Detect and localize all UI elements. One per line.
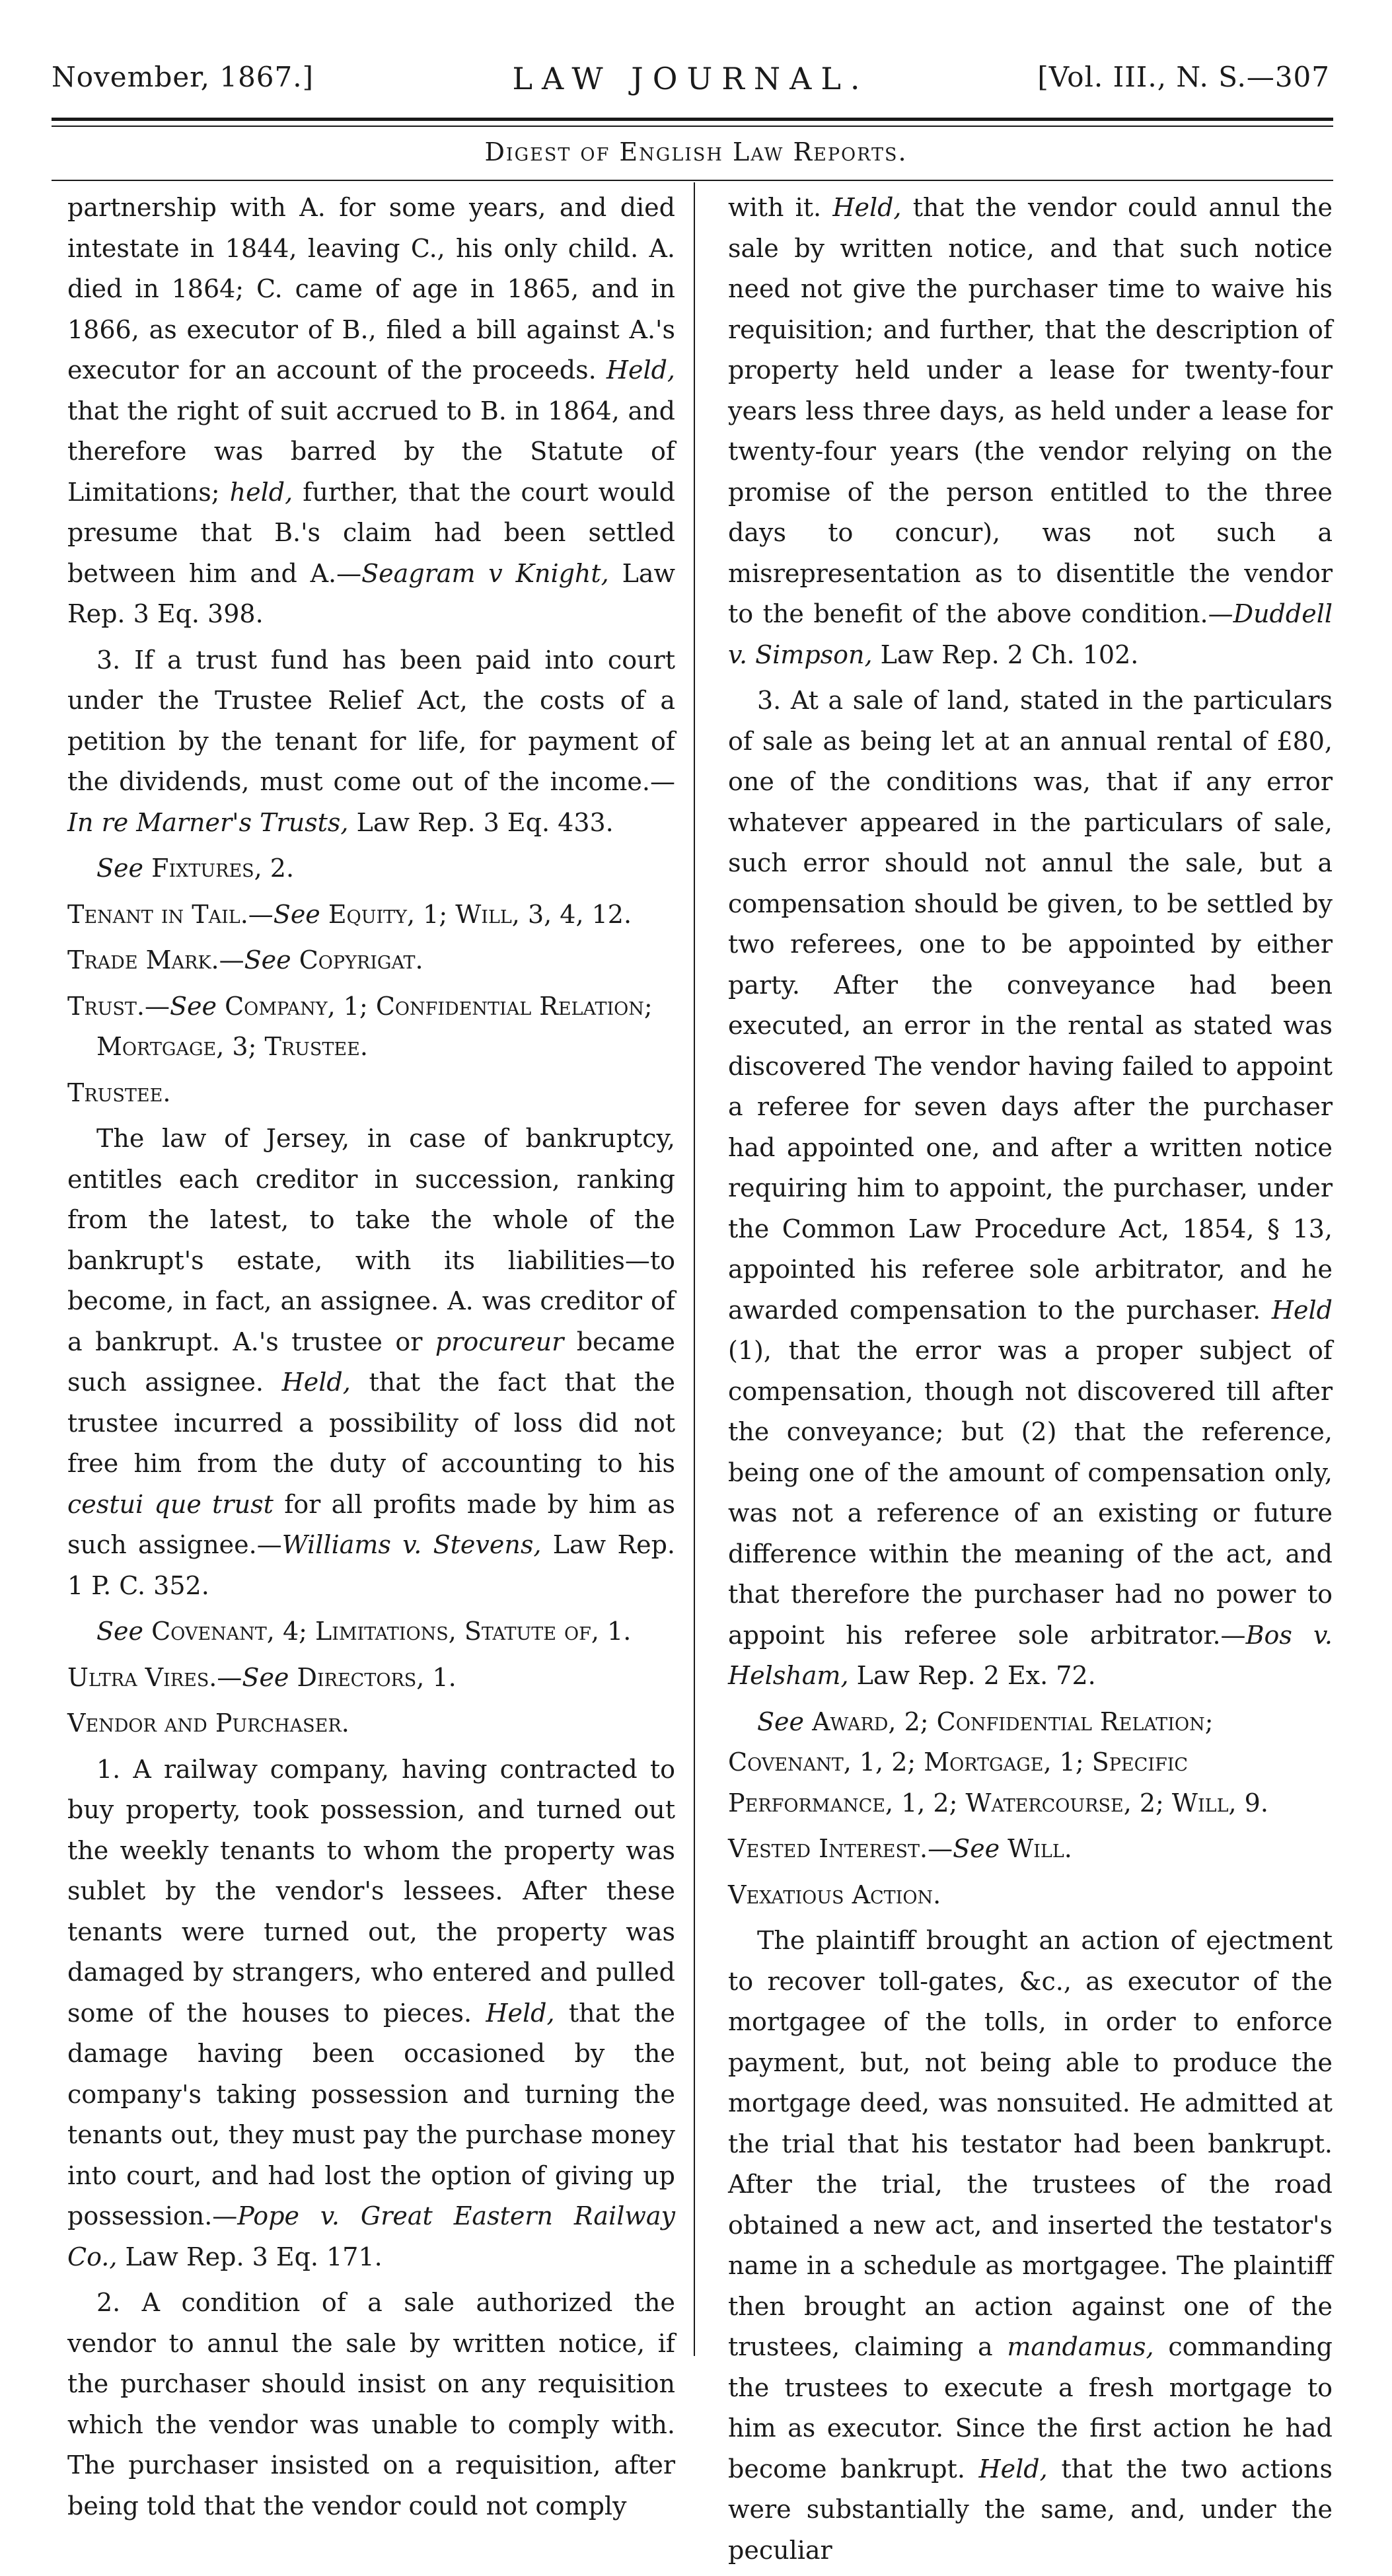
subtitle-rule xyxy=(52,180,1333,181)
paragraph-sale-of-land: 3. At a sale of land, stated in the particulars of sale as being let at an annual rental of £80, one of the conditions was, that if any error whatever appeared in the particulars of sale, such error should not annul the sale, but a compensation should be given, to be settled by two referees, one to be appointed by either party. After the conveyance had been executed, an error in the rental as stated was discovered The vendor having failed to appoint a referee for seven days after the purchaser had appointed one, and after a written notice requiring him to appoint, the purchaser, under the Common Law Procedure Act, 1854, § 13, appointed his referee sole arbitrator, and he awarded compensation to the purchaser. Held (1), that the error was a proper subject of compensation, though not discovered till after the conveyance; but (2) that the reference, being one of the amount of compensation only, was not a reference of an existing or future difference within the meaning of the act, and that therefore the purchaser had no power to appoint his referee sole arbitrator.—Bos v. Helsham, Law Rep. 2 Ex. 72. xyxy=(728,686,1333,1690)
paragraph-trust-fund: 3. If a trust fund has been paid into court under the Trustee Relief Act, the costs of a petition by the tenant for life, for payment of the dividends, must come out of the income.—In re Marner's Trusts, Law Rep. 3 Eq. 433. xyxy=(67,645,675,837)
paragraph-railway: 1. A railway company, having contracted to buy property, took possession, and turned out the weekly tenants to whom the property was sublet by the vendor's lessees. After these tenants were turned out, the property was damaged by strangers, who entered and pulled some of the houses to pieces. Held, that the damage having been occasioned by the company's taking possession and turning the tenants out, they must pay the purchase money into court, and had lost the option of giving up possession.—Pope v. Great Eastern Railway Co., Law Rep. 3 Eq. 171. xyxy=(67,1754,675,2271)
paragraph-annul-sale: with it. Held, that the vendor could annul the sale by written notice, and that such notice need not give the purchaser time to waive his requisition; and further, that the description of property held under a lease for twenty-four years less three days, as held under a lease for twenty-four years (the vendor relying on the promise of the person entitled to the three days to concur), was not such a misrepresentation as to disentitle the vendor to the benefit of the above condition.—Duddell v. Simpson, Law Rep. 2 Ch. 102. xyxy=(728,193,1333,669)
entry-tenant-in-tail: Tenant in Tail.—See Equity, 1; Will, 3, 4, 12. xyxy=(67,899,632,929)
paragraph-ejectment: The plaintiff brought an action of ejectment to recover toll-gates, &c., as executor of the mortgagee of the tolls, in order to enforce payment, but, not being able to produce the mortgage deed, was nonsuited. He admitted at the trial that his testator had been bankrupt. After the trial, the trustees of the road obtained a new act, and inserted the testator's name in a schedule as mortgagee. The plaintiff then brought an action against one of the trustees, claiming a mandamus, commanding the trustees to execute a fresh mortgage to him as executor. Since the first action he had become bankrupt. Held, that the two actions were substantially the same, and, under the peculiar xyxy=(728,1926,1333,2565)
entry-vendor-purchaser: Vendor and Purchaser. xyxy=(67,1709,349,1738)
header-date: November, 1867.] xyxy=(52,61,314,93)
column-divider xyxy=(694,182,695,2356)
cross-ref-fixtures: See Fixtures, 2. xyxy=(96,854,295,883)
entry-vested-interest: Vested Interest.—See Will. xyxy=(728,1834,1072,1863)
entry-ultra-vires: Ultra Vires.—See Directors, 1. xyxy=(67,1662,457,1692)
section-subtitle: Digest of English Law Reports. xyxy=(484,137,908,166)
paragraph-partnership: partnership with A. for some years, and died intestate in 1844, leaving C., his only child. A. died in 1864; C. came of age in 1865, and in 1866, as executor of B., filed a bill against A.'s executor for an account of the proceeds. Held, that the right of suit accrued to B. in 1864, and therefore was barred by the Statute of Limitations; held, further, that the court would presume that B.'s claim had been settled between him and A.—Seagram v Knight, Law Rep. 3 Eq. 398. xyxy=(67,193,675,628)
header-rule-thick xyxy=(52,118,1333,121)
right-column xyxy=(728,188,1333,2576)
header-journal-title: LAW JOURNAL. xyxy=(512,61,869,96)
running-header xyxy=(52,61,1330,114)
entry-trade-mark: Trade Mark.—See Copyrigat. xyxy=(67,945,423,975)
paragraph-condition-of-sale: 2. A condition of a sale authorized the vendor to annul the sale by written notice, if the purchaser should insist on any requisition which the vendor was unable to comply with. The purchaser insisted on a requisition, after being told that the vendor could not comply xyxy=(67,2288,675,2521)
entry-vexatious-action: Vexatious Action. xyxy=(728,1880,941,1909)
header-rule-thin xyxy=(52,126,1333,127)
cross-ref-covenant: See Covenant, 4; Limitations, Statute of, 1. xyxy=(96,1617,632,1646)
left-column xyxy=(67,188,675,2532)
paragraph-jersey: The law of Jersey, in case of bankruptcy, entitles each creditor in succession, ranking from the latest, to take the whole of the bankrupt's estate, with its liabilities—to become, in fact, an assignee. A. was creditor of a bankrupt. A.'s trustee or procureur became such assignee. Held, that the fact that the trustee incurred a possibility of loss did not free him from the duty of accounting to his cestui que trust for all profits made by him as such assignee.—Williams v. Stevens, Law Rep. 1 P. C. 352. xyxy=(67,1124,675,1600)
entry-trust: Trust.—See Company, 1; Confidential Relation; Mortgage, 3; Trustee. xyxy=(67,991,653,1061)
cross-ref-award: See Award, 2; Confidential Relation; Covenant, 1, 2; Mortgage, 1; Specific Performance, 1, 2; Watercourse, 2; Will, 9. xyxy=(728,1707,1268,1818)
entry-trustee: Trustee. xyxy=(67,1078,171,1107)
header-volume-page: [Vol. III., N. S.—307 xyxy=(1037,61,1330,93)
